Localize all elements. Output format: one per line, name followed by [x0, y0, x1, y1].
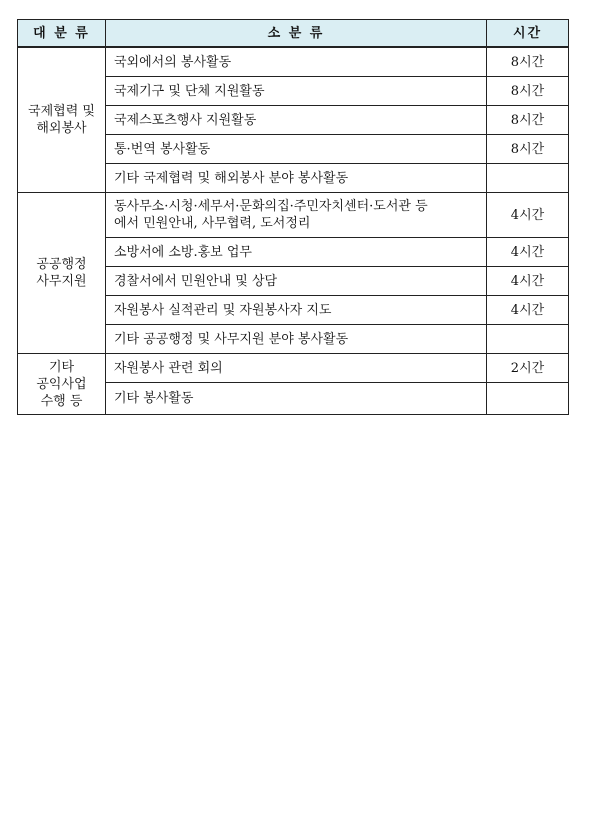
- activity-cell: 국외에서의 봉사활동: [106, 47, 487, 77]
- hours-cell: 8시간: [487, 77, 569, 106]
- activity-cell: 자원봉사 관련 회의: [106, 354, 487, 383]
- category-label-line: 사무지원: [36, 274, 87, 289]
- activity-cell: 통·번역 봉사활동: [106, 135, 487, 164]
- table-header-row: [18, 20, 569, 48]
- table-row: [18, 193, 569, 238]
- category-cell-public-admin: [18, 193, 106, 354]
- hours-cell: [487, 164, 569, 193]
- table-row: [18, 354, 569, 383]
- category-cell-international: [18, 47, 106, 193]
- category-label-line: 기타: [48, 359, 75, 375]
- category-label-line: 해외봉사: [36, 121, 87, 136]
- hours-cell: 4시간: [487, 296, 569, 325]
- hours-cell: 4시간: [487, 193, 569, 238]
- activity-cell: 경찰서에서 민원안내 및 상담: [106, 267, 487, 296]
- activity-cell: 기타 공공행정 및 사무지원 분야 봉사활동: [106, 325, 487, 354]
- category-label-line: 공공행정: [36, 257, 87, 272]
- category-label-line: 수행 등: [40, 393, 83, 409]
- hours-cell: [487, 325, 569, 354]
- header-sub-category: 소 분 류: [106, 20, 487, 48]
- hours-cell: 4시간: [487, 267, 569, 296]
- category-label-line: 공익사업: [36, 376, 87, 392]
- activity-cell: 소방서에 소방.홍보 업무: [106, 238, 487, 267]
- hours-cell: 2시간: [487, 354, 569, 383]
- activity-cell: 동사무소·시청·세무서·문화의집·주민자치센터·도서관 등 에서 민원안내, 사무협력, 도서정리: [106, 193, 487, 238]
- hours-cell: 8시간: [487, 135, 569, 164]
- volunteer-activity-table: [17, 19, 569, 415]
- hours-cell: 8시간: [487, 47, 569, 77]
- activity-cell: 기타 봉사활동: [106, 383, 487, 415]
- activity-cell: 자원봉사 실적관리 및 자원봉사자 지도: [106, 296, 487, 325]
- hours-cell: 8시간: [487, 106, 569, 135]
- header-hours: 시간: [487, 20, 569, 48]
- category-label-line: 국제협력 및: [28, 104, 95, 119]
- hours-cell: 4시간: [487, 238, 569, 267]
- header-major-category: 대 분 류: [18, 20, 106, 48]
- activity-cell: 국제스포츠행사 지원활동: [106, 106, 487, 135]
- activity-cell: 국제기구 및 단체 지원활동: [106, 77, 487, 106]
- table-row: [18, 47, 569, 77]
- hours-cell: [487, 383, 569, 415]
- category-cell-other: [18, 354, 106, 415]
- activity-cell: 기타 국제협력 및 해외봉사 분야 봉사활동: [106, 164, 487, 193]
